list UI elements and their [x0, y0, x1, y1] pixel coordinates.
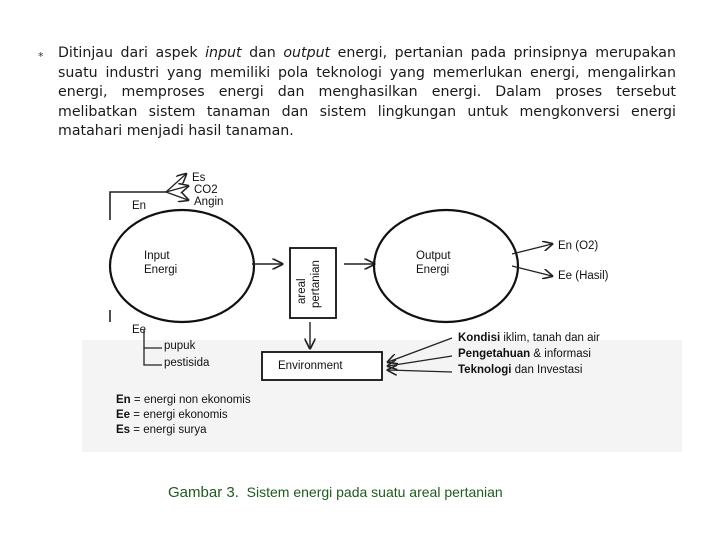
legend-ee-abbr: Ee [116, 409, 131, 421]
output-ee-hasil-label: Ee (Hasil) [558, 270, 609, 282]
output-label-1: Output [416, 250, 451, 262]
pupuk-label: pupuk [164, 340, 196, 352]
es-label: Es [192, 172, 206, 184]
environment-label: Environment [278, 360, 343, 372]
legend-es-desc: surya [178, 424, 207, 436]
para-text-2: dan [241, 45, 284, 61]
factor-kondisi-rest: iklim, tanah dan air [500, 332, 600, 344]
caption-text: Sistem energi pada suatu areal pertanian [246, 484, 503, 500]
angin-arrow [166, 192, 188, 200]
legend-ee [116, 409, 228, 422]
legend-en-desc: non ekonomis [179, 394, 251, 406]
angin-label: Angin [194, 196, 224, 208]
energy-system-diagram [82, 160, 682, 452]
factor-pengetahuan-bold: Pengetahuan [458, 348, 531, 360]
legend-es-eq: = energi [133, 424, 176, 436]
legend-en-abbr: En [116, 394, 131, 406]
factor-teknologi-rest: dan Investasi [511, 364, 583, 376]
ee-label: Ee [132, 324, 147, 336]
input-label-2: Energi [144, 264, 178, 276]
output-label-2: Energi [416, 264, 450, 276]
intro-paragraph [58, 44, 676, 142]
factor-teknologi [458, 364, 582, 377]
legend-ee-desc: ekonomis [178, 409, 228, 421]
factor-pengetahuan-rest: & informasi [530, 348, 591, 360]
figure-caption [168, 484, 503, 501]
en-label: En [132, 200, 147, 212]
output-en-o2-label: En (O2) [558, 240, 599, 252]
legend-ee-eq: = energi [133, 409, 176, 421]
en-o2-arrow [512, 244, 552, 254]
para-text-1: Ditinjau dari aspek [58, 45, 206, 61]
factor-kondisi-bold: Kondisi [458, 332, 501, 344]
input-label-1: Input [144, 250, 170, 262]
para-input-word: input [205, 45, 242, 61]
legend-es-abbr: Es [116, 424, 131, 436]
center-label-1: areal [296, 278, 308, 304]
legend-en-eq: = energi [133, 394, 176, 406]
para-output-word: output [283, 45, 331, 61]
para-text-3: energi, pertanian pada prinsipnya merupakan suatu industri yang memiliki pola teknologi yang memerlukan energi, mengalirkan energi, memproses energi dan menghasilkan energi. Dalam proses tersebut melibatkan sistem tanaman dan sistem lingkungan untuk mengkonversi energi matahari menjadi hasil tanaman. [58, 45, 676, 139]
factor-pengetahuan [458, 348, 591, 361]
bullet-marker: * [38, 50, 44, 63]
co2-label: CO2 [194, 184, 218, 196]
pestisida-label: pestisida [164, 357, 210, 369]
legend-es [116, 424, 207, 437]
center-label-2: pertanian [310, 260, 322, 308]
areal-pertanian-label [286, 256, 326, 312]
factor-kondisi [458, 332, 600, 345]
input-ellipse [110, 210, 254, 322]
factor-teknologi-bold: Teknologi [458, 364, 512, 376]
caption-number: Gambar 3. [168, 484, 239, 501]
legend-en [116, 394, 251, 407]
